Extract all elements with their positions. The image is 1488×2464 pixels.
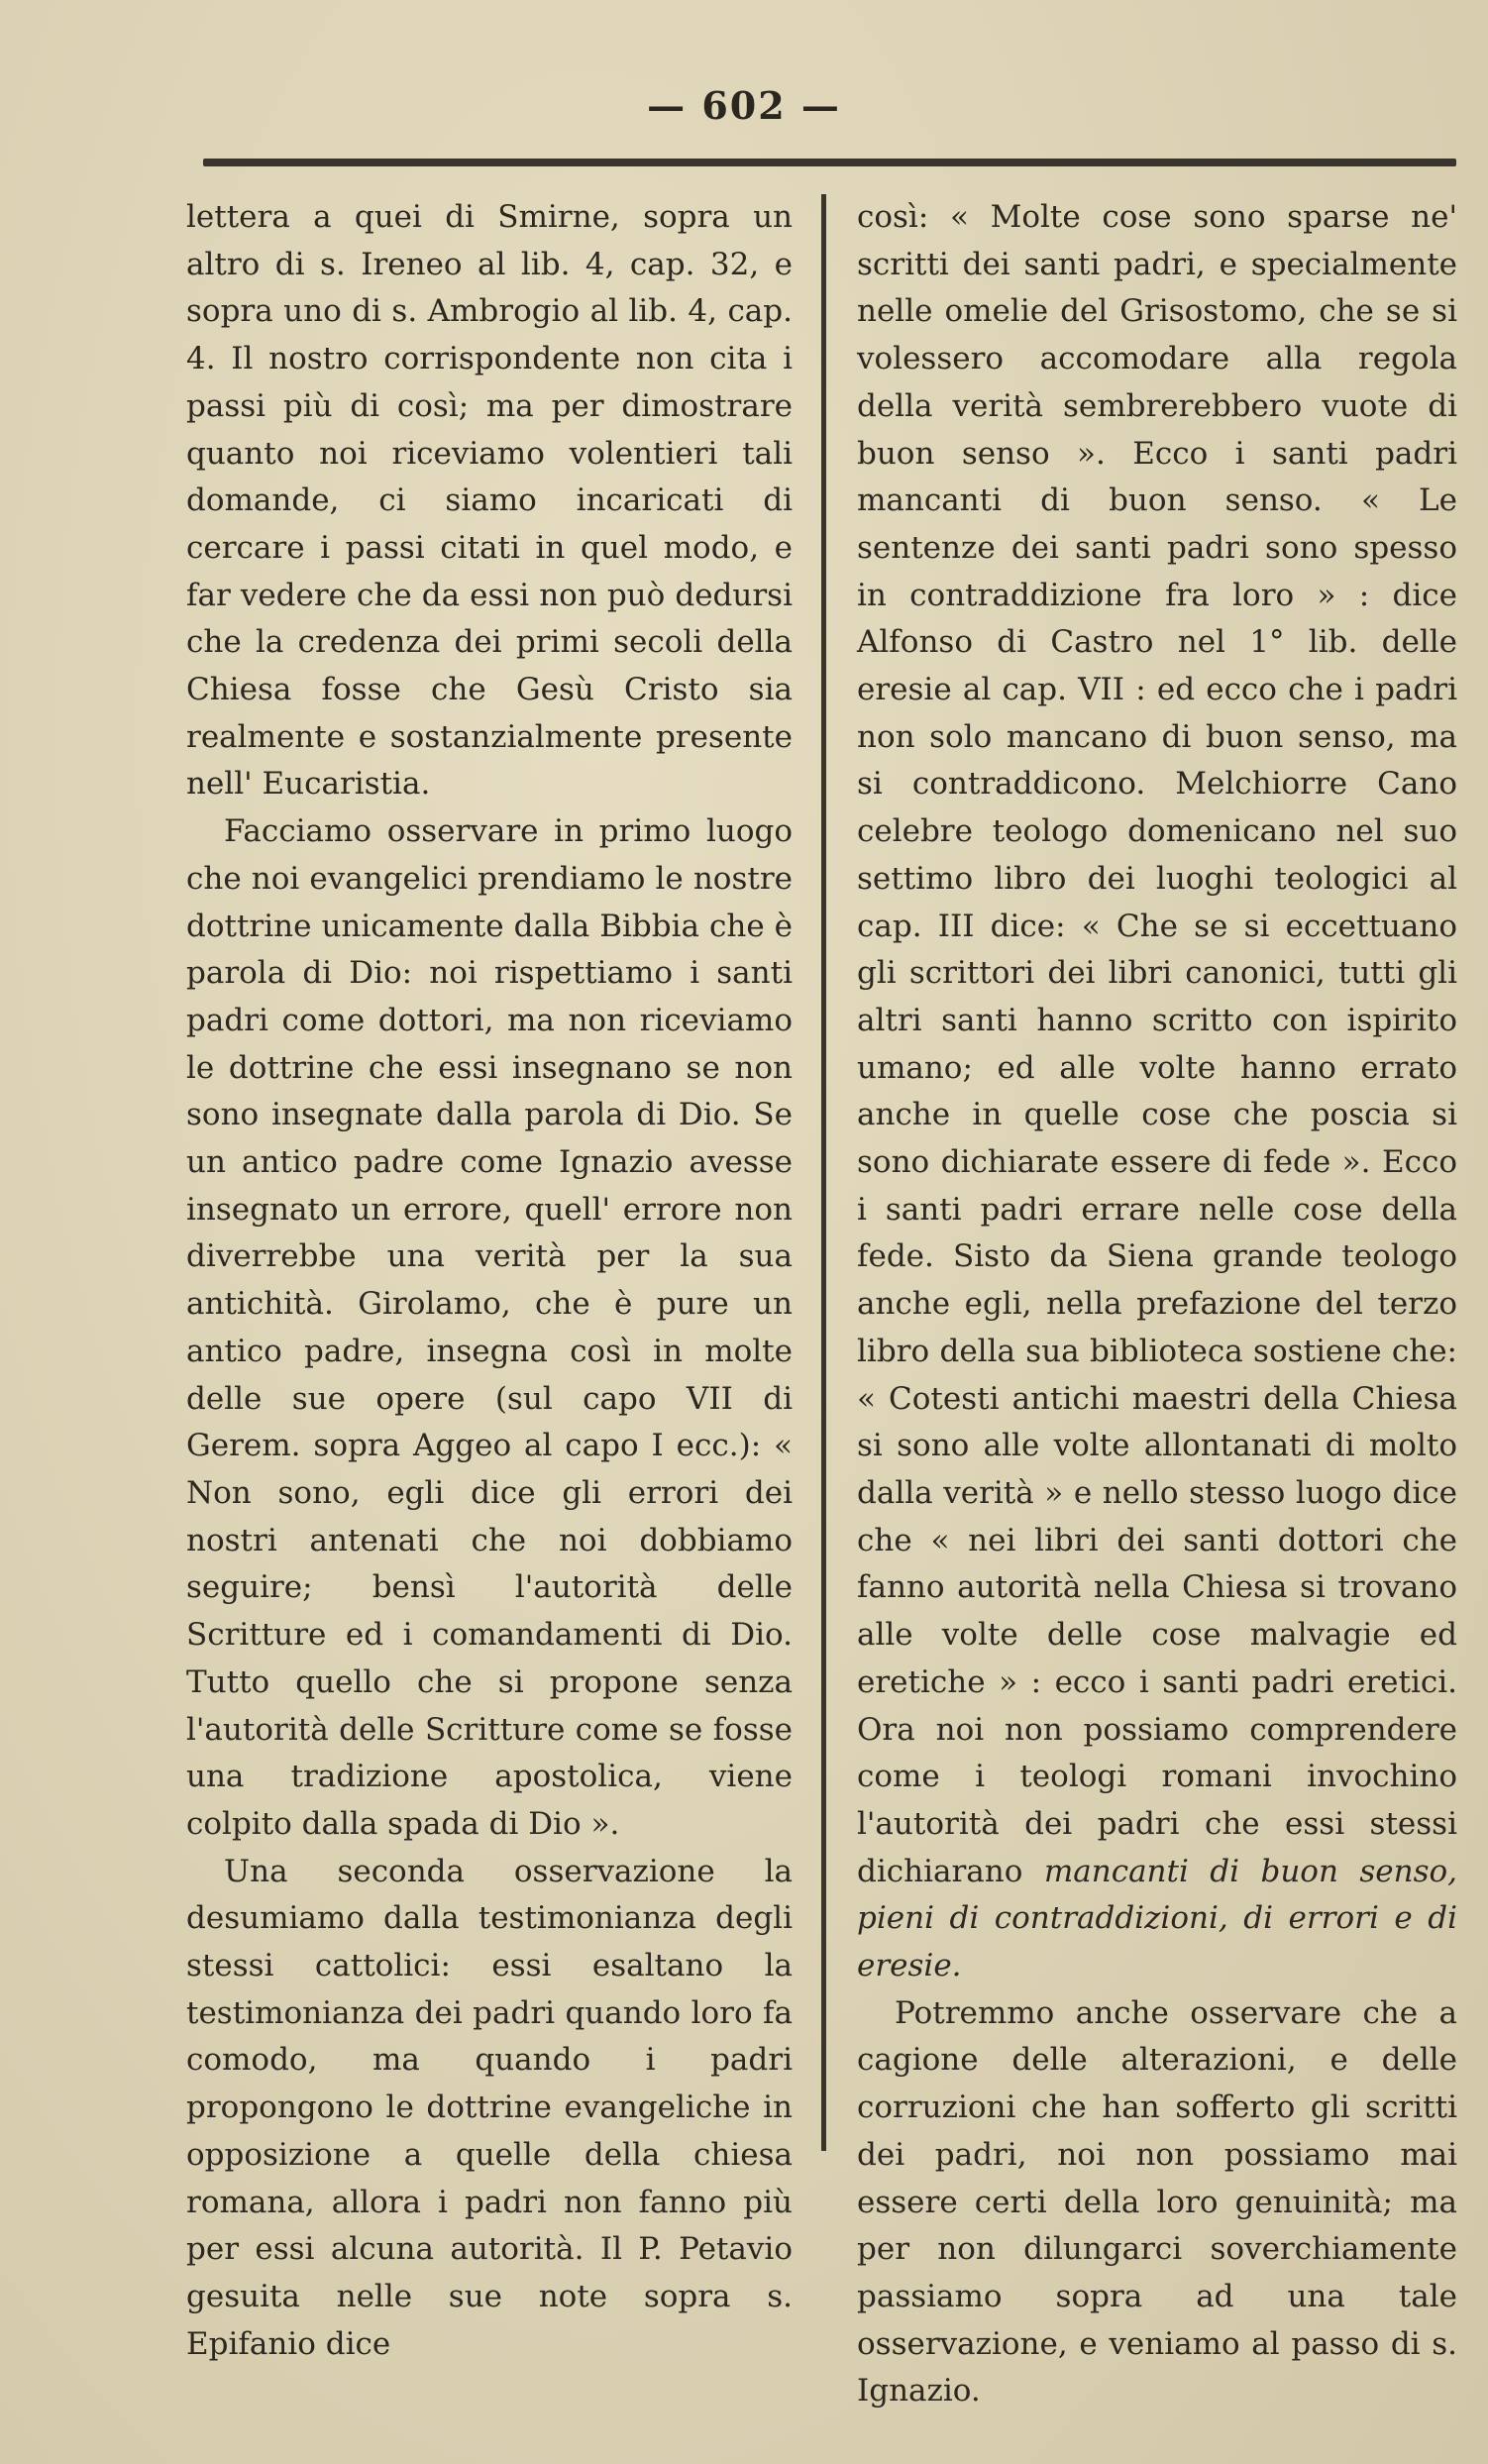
page-number: — 602 — [647,83,841,128]
right-paragraph-1-text: così: « Molte cose sono sparse ne' scritti dei santi padri, e specialmente nelle omelie del Grisostomo, che se si volessero accomodare alla regola della verità sembrerebbero vuote di buon senso ». Ecco i santi padri mancanti di buon senso. « Le sentenze dei santi padri sono spesso in contraddizione fra loro » : dice Alfonso di Castro nel 1° lib. delle eresie al cap. VII : ed ecco che i padri non solo mancano di buon senso, ma si contraddicono. Melchiorre Cano celebre teologo domenicano nel suo settimo libro dei luoghi teologici al cap. III dice: « Che se si eccettuano gli scrittori dei libri canonici, tutti gli altri santi hanno scritto con ispirito umano; ed alle volte hanno errato anche in quelle cose che poscia si sono dichiarate essere di fede ». Ecco i santi padri errare nelle cose della fede. Sisto da Siena grande teologo anche egli, nella prefazione del terzo libro della sua biblioteca sostiene che: « Cotesti antichi maestri della Chiesa si sono alle volte allontanati di molto dalla verità » e nello stesso luogo dice che « nei libri dei santi dottori che fanno autorità nella Chiesa si trovano alle volte delle cose malvagie ed eretiche » : ecco i santi padri eretici. Ora noi non possiamo comprendere come i teologi romani invochino l'autorità dei padri che essi stessi dichiarano [857,199,1457,1889]
left-paragraph-3: Una seconda osservazione la desumiamo dalla testimonianza degli stessi cattolici: essi esaltano la testimonianza dei padri quando loro fa comodo, ma quando i padri propongono le dottrine evangeliche in opposizione a quelle della chiesa romana, allora i padri non fanno più per essi alcuna autorità. Il P. Petavio gesuita nelle sue note sopra s. Epifanio dice [186,1853,793,2362]
right-paragraph-1-italic: mancanti di buon senso, pieni di contraddizioni, di errori e di eresie. [857,1853,1457,1984]
right-paragraph-2: Potremmo anche osservare che a cagione delle alterazioni, e delle corruzioni che han sofferto gli scritti dei padri, noi non possiamo mai essere certi della loro genuinità; ma per non dilungarci soverchiamente passiamo sopra ad una tale osservazione, e veniamo al passo di s. Ignazio. [857,1994,1457,2410]
left-column [186,194,793,2368]
column-divider [821,194,826,2151]
right-paragraph-1 [857,194,1457,1990]
header-rule [203,159,1456,166]
right-column [857,194,1457,2415]
left-paragraph-1: lettera a quei di Smirne, sopra un altro di s. Ireneo al lib. 4, cap. 32, e sopra uno di s. Ambrogio al lib. 4, cap. 4. Il nostro corrispondente non cita i passi più di così; ma per dimostrare quanto noi riceviamo volentieri tali domande, ci siamo incaricati di cercare i passi citati in quel modo, e far vedere che da essi non può dedursi che la credenza dei primi secoli della Chiesa fosse che Gesù Cristo sia realmente e sostanzialmente presente nell' Eucaristia. [186,199,793,803]
left-paragraph-2: Facciamo osservare in primo luogo che noi evangelici prendiamo le nostre dottrine unicamente dalla Bibbia che è parola di Dio: noi rispettiamo i santi padri come dottori, ma non riceviamo le dottrine che essi insegnano se non sono insegnate dalla parola di Dio. Se un antico padre come Ignazio avesse insegnato un errore, quell' errore non diverrebbe una verità per la sua antichità. Girolamo, che è pure un antico padre, insegna così in molte delle sue opere (sul capo VII di Gerem. sopra Aggeo al capo I ecc.): « Non sono, egli dice gli errori dei nostri antenati che noi dobbiamo seguire; bensì l'autorità delle Scritture ed i comandamenti di Dio. Tutto quello che si propone senza l'autorità delle Scritture come se fosse una tradizione apostolica, viene colpito dalla spada di Dio ». [186,813,793,1842]
